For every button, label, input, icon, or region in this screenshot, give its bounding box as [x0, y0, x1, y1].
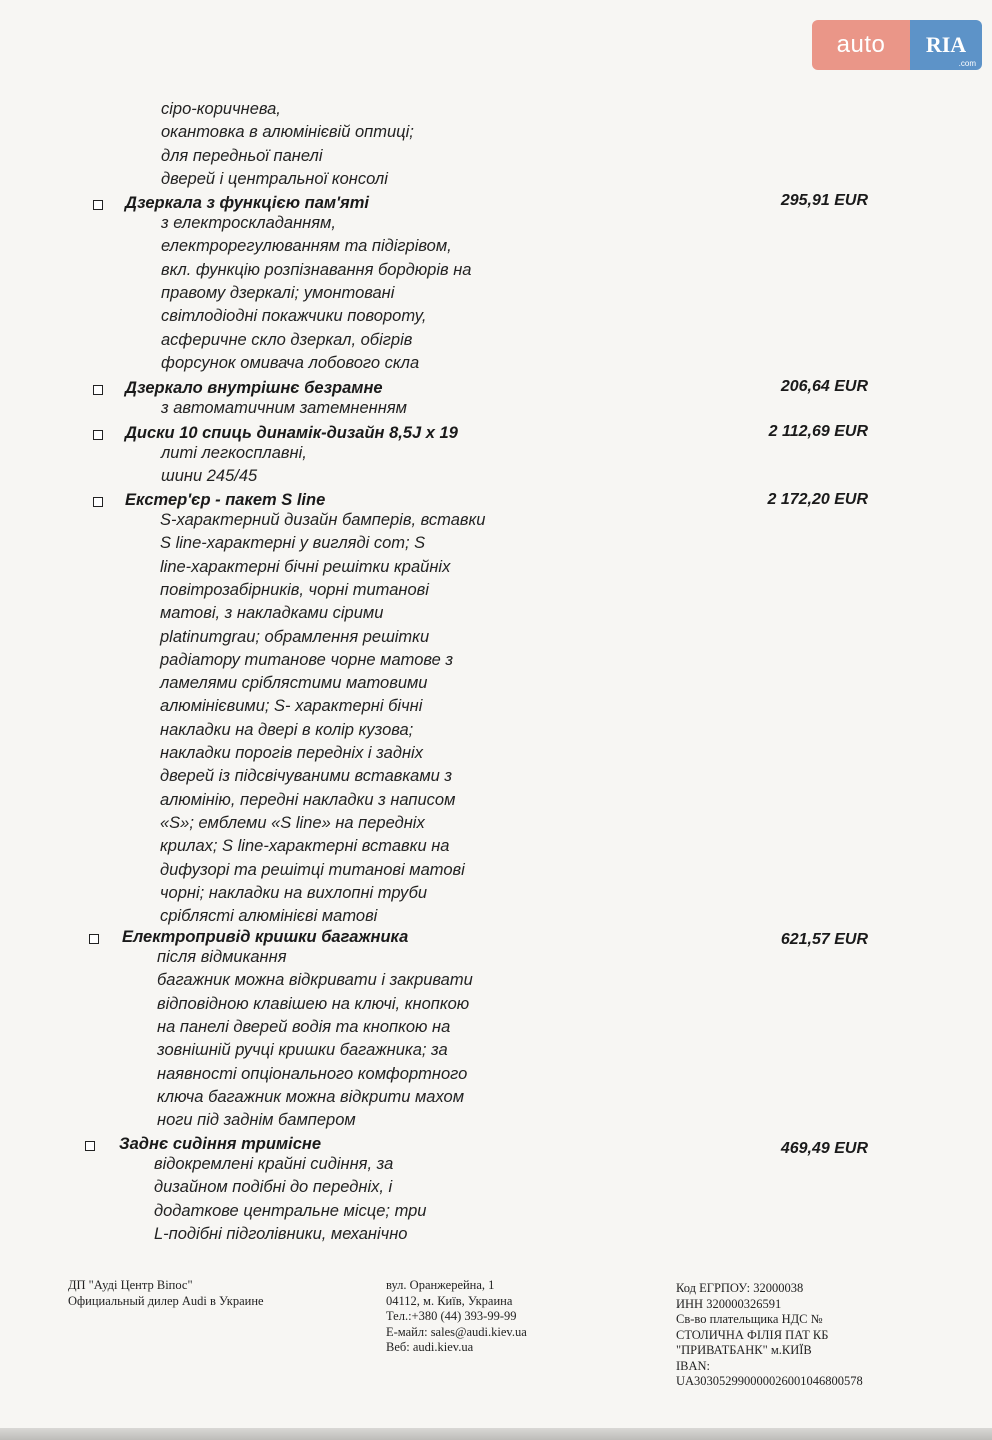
option-price: 469,49 EUR — [780, 1140, 868, 1157]
logo-auto-text: auto — [812, 20, 910, 70]
footer-bank-branch: СТОЛИЧНА ФІЛІЯ ПАТ КБ — [676, 1327, 829, 1342]
option-description-line: накладки на двері в колір кузова; — [160, 720, 414, 739]
option-title: Диски 10 спиць динамік-дизайн 8,5J x 19 — [125, 424, 458, 442]
option-title: Заднє сидіння тримісне — [119, 1135, 322, 1153]
option-description-line: матові, з накладками сірими — [160, 604, 384, 623]
option-checkbox — [93, 430, 103, 440]
footer-company — [68, 1278, 264, 1309]
footer-phone: Тел.:+380 (44) 393-99-99 — [386, 1309, 517, 1323]
footer-email: Е-майл: sales@audi.kiev.ua — [386, 1324, 527, 1339]
option-description-line: чорні; накладки на вихлопні труби — [160, 883, 428, 902]
option-description-line: електрорегулюванням та підігрівом, — [161, 237, 452, 256]
option-description-line: дверей із підсвічуваними вставками з — [160, 767, 453, 786]
option-description-line: правому дзеркалі; умонтовані — [161, 283, 395, 302]
option-description-line: наявності опціонального комфортного — [157, 1064, 468, 1083]
logo-com-text: .com — [958, 59, 976, 68]
option-checkbox — [93, 497, 103, 507]
option-description-line: додаткове центральне місце; три — [154, 1201, 427, 1220]
option-description-line: відповідною клавішею на ключі, кнопкою — [157, 994, 470, 1013]
logo-ria-text: RIA — [925, 32, 967, 57]
option-price: 206,64 EUR — [780, 378, 868, 395]
option-title: Дзеркало внутрішнє безрамне — [125, 379, 383, 397]
option-description-line: асферичне скло дзеркал, обігрів — [161, 330, 413, 349]
option-title: Екстер'єр - пакет S line — [125, 491, 326, 509]
footer-edrpou: Код ЕГРПОУ: 32000038 — [676, 1281, 804, 1295]
option-description-line: вкл. функцію розпізнавання бордюрів на — [161, 260, 472, 279]
intro-description-line: окантовка в алюмінієвій оптиці; — [161, 123, 414, 142]
option-description-line: S-характерний дизайн бамперів, вставки — [160, 511, 486, 529]
option-description-line: після відмикання — [157, 948, 287, 966]
footer-inn: ИНН 320000326591 — [676, 1296, 782, 1311]
footer-company-name: ДП "Ауді Центр Віпос" — [68, 1278, 193, 1292]
option-description-line: литі легкосплавні, — [161, 444, 307, 462]
option-description-line: L-подібні підголівники, механічно — [154, 1224, 408, 1243]
option-price: 2 172,20 EUR — [767, 491, 868, 508]
intro-description-line: для передньої панелі — [161, 146, 323, 165]
option-description-line: line-характерні бічні решітки крайніх — [160, 557, 451, 576]
option-description-line: «S»; емблеми «S line» на передніх — [160, 813, 425, 832]
intro-description-line: сіро-коричнева, — [161, 100, 281, 118]
option-title: Електропривід кришки багажника — [122, 928, 409, 946]
footer-website: Веб: audi.kiev.ua — [386, 1340, 474, 1354]
footer-contacts — [386, 1278, 527, 1356]
option-description-line: крилах; S line-характерні вставки на — [160, 837, 450, 856]
option-description-line: ламелями сріблястими матовими — [160, 674, 428, 693]
option-description-line: відокремлені крайні сидіння, за — [154, 1155, 394, 1173]
footer-dealer-note: Официальный дилер Audi в Украине — [68, 1293, 264, 1308]
option-checkbox — [85, 1141, 95, 1151]
option-price: 2 112,69 EUR — [768, 423, 868, 440]
intro-description-line: дверей і центральної консолі — [161, 169, 388, 188]
footer-iban-value: UA303052990000026001046800578 — [676, 1374, 863, 1388]
option-description-line: повітрозабірників, чорні титанові — [160, 580, 429, 599]
option-description-line: S line-характерні у вигляді сот; S — [160, 534, 426, 553]
option-checkbox — [93, 200, 103, 210]
option-description-line: сріблясті алюмінієві матові — [160, 907, 378, 926]
footer-address-street: вул. Оранжерейна, 1 — [386, 1278, 495, 1292]
option-description-line: форсунок омивача лобового скла — [161, 353, 420, 372]
option-title: Дзеркала з функцією пам'яті — [125, 194, 369, 212]
page-bottom-edge — [0, 1428, 992, 1440]
option-description-line: алюмінієвими; S- характерні бічні — [160, 697, 423, 716]
footer-iban-label: IBAN: — [676, 1358, 711, 1373]
footer-requisites — [676, 1281, 863, 1390]
option-checkbox — [89, 934, 99, 944]
option-description-line: накладки порогів передніх і задніх — [160, 744, 423, 762]
option-description-line: зовнішній ручці кришки багажника; за — [157, 1041, 448, 1060]
footer-address-city: 04112, м. Київ, Украина — [386, 1293, 513, 1308]
option-description-line: світлодіодні покажчики повороту, — [161, 307, 427, 326]
option-description-line: ключа багажник можна відкрити махом — [157, 1087, 465, 1106]
option-description-line: з електроскладанням, — [161, 214, 336, 232]
footer-bank-name: "ПРИВАТБАНК" м.КИЇВ — [676, 1343, 812, 1357]
option-checkbox — [93, 385, 103, 395]
option-description-line: з автоматичним затемненням — [161, 399, 407, 417]
option-description-line: алюмінію, передні накладки з написом — [160, 790, 456, 809]
option-description-line: дифузорі та решітці титанові матові — [160, 860, 465, 879]
option-description-line: радіатору титанове чорне матове з — [160, 650, 454, 669]
option-description-line: ноги під заднім бампером — [157, 1111, 356, 1130]
option-description-line: platinumgrau; обрамлення решітки — [160, 627, 430, 646]
option-description-line: на панелі дверей водія та кнопкою на — [157, 1017, 451, 1036]
option-description-line: шини 245/45 — [161, 467, 258, 486]
option-description-line: дизайном подібні до передніх, і — [154, 1178, 393, 1197]
footer-vat-cert: Св-во плательщика НДС № — [676, 1312, 823, 1326]
autoria-watermark-logo — [812, 20, 982, 70]
option-price: 295,91 EUR — [780, 192, 868, 209]
logo-ria-block — [910, 20, 982, 70]
option-price: 621,57 EUR — [780, 931, 868, 948]
option-description-line: багажник можна відкривати і закривати — [157, 971, 473, 990]
